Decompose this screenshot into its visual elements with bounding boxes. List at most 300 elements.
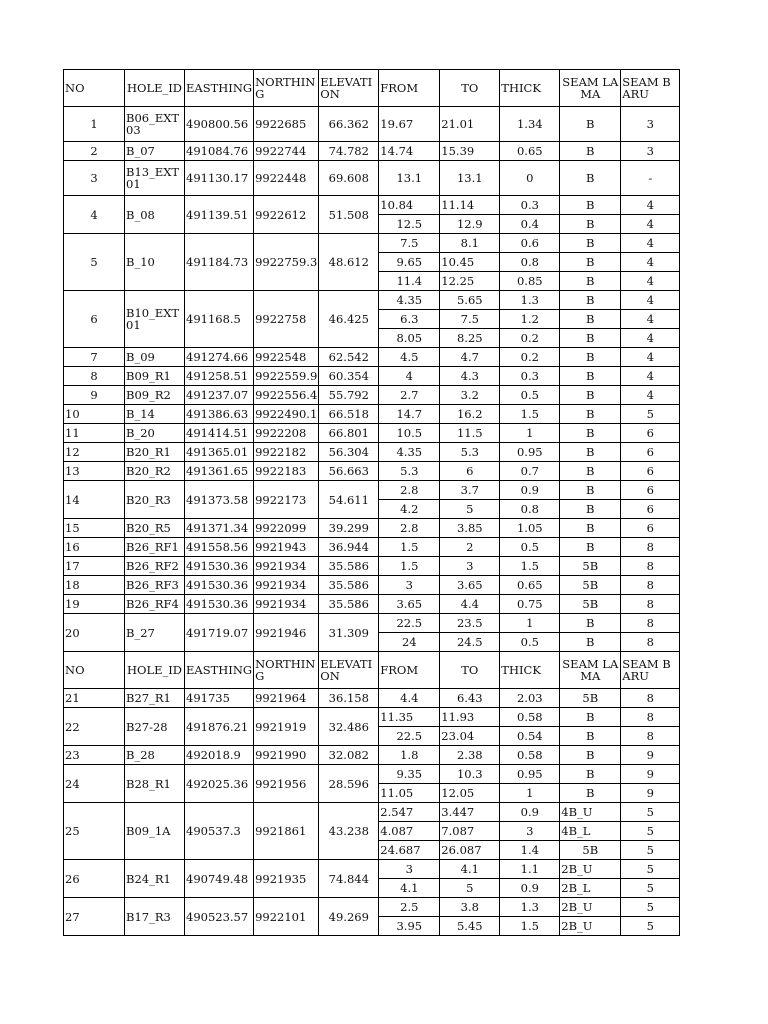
to-depth: 15.39 xyxy=(440,142,500,161)
hole-id: B_28 xyxy=(125,746,185,765)
thickness: 1.2 xyxy=(500,310,560,329)
northing-value: 9921964 xyxy=(254,689,319,708)
elevation-value: 43.238 xyxy=(319,803,379,860)
elevation-value: 51.508 xyxy=(319,196,379,234)
seam-baru: 6 xyxy=(621,443,680,462)
seam-baru: 8 xyxy=(621,727,680,746)
to-depth: 8.25 xyxy=(440,329,500,348)
seam-lama: B xyxy=(560,614,621,633)
seam-baru: 4 xyxy=(621,310,680,329)
from-depth: 2.5 xyxy=(379,898,440,917)
seam-baru: 9 xyxy=(621,784,680,803)
to-depth: 5 xyxy=(440,879,500,898)
easting-value: 490800.56 xyxy=(185,107,254,142)
thickness: 0.95 xyxy=(500,443,560,462)
from-depth: 9.65 xyxy=(379,253,440,272)
table-row xyxy=(64,519,680,538)
northing-value: 9922490.1 xyxy=(254,405,319,424)
to-depth: 24.5 xyxy=(440,633,500,652)
table-body xyxy=(64,70,680,936)
seam-baru: 4 xyxy=(621,272,680,291)
thickness: 1.1 xyxy=(500,860,560,879)
easting-value: 491530.36 xyxy=(185,576,254,595)
hole-id: B27-28 xyxy=(125,708,185,746)
seam-lama: B xyxy=(560,708,621,727)
seam-lama: 2B_U xyxy=(560,898,621,917)
table-row xyxy=(64,595,680,614)
to-depth: 12.9 xyxy=(440,215,500,234)
hole-id: B26_RF1 xyxy=(125,538,185,557)
to-depth: 2 xyxy=(440,538,500,557)
to-depth: 3 xyxy=(440,557,500,576)
thickness: 0.8 xyxy=(500,253,560,272)
elevation-value: 55.792 xyxy=(319,386,379,405)
to-depth: 11.93 xyxy=(440,708,500,727)
from-depth: 11.05 xyxy=(379,784,440,803)
thickness: 0.6 xyxy=(500,234,560,253)
table-row xyxy=(64,803,680,822)
seam-baru: 4 xyxy=(621,215,680,234)
seam-baru: 4 xyxy=(621,367,680,386)
northing-value: 9922099 xyxy=(254,519,319,538)
seam-baru: 5 xyxy=(621,860,680,879)
hole-number: 8 xyxy=(64,367,125,386)
table-row xyxy=(64,443,680,462)
northing-value: 9921990 xyxy=(254,746,319,765)
northing-value: 9921943 xyxy=(254,538,319,557)
thickness: 1.3 xyxy=(500,291,560,310)
easting-value: 491365.01 xyxy=(185,443,254,462)
seam-baru: 9 xyxy=(621,746,680,765)
seam-lama: B xyxy=(560,424,621,443)
to-depth: 3.8 xyxy=(440,898,500,917)
elevation-value: 62.542 xyxy=(319,348,379,367)
hole-number: 10 xyxy=(64,405,125,424)
seam-lama: B xyxy=(560,538,621,557)
from-depth: 22.5 xyxy=(379,727,440,746)
thickness: 0.4 xyxy=(500,215,560,234)
easting-value: 491735 xyxy=(185,689,254,708)
to-depth: 5.45 xyxy=(440,917,500,936)
hole-id: B_14 xyxy=(125,405,185,424)
from-depth: 6.3 xyxy=(379,310,440,329)
from-depth: 5.3 xyxy=(379,462,440,481)
seam-lama: 2B_U xyxy=(560,917,621,936)
elevation-value: 28.596 xyxy=(319,765,379,803)
thickness: 1.34 xyxy=(500,107,560,142)
easting-value: 491139.51 xyxy=(185,196,254,234)
seam-lama: B xyxy=(560,633,621,652)
northing-value: 9922556.4 xyxy=(254,386,319,405)
hole-id: B_08 xyxy=(125,196,185,234)
northing-value: 9921934 xyxy=(254,595,319,614)
easting-value: 490537.3 xyxy=(185,803,254,860)
seam-baru: 8 xyxy=(621,557,680,576)
hole-id: B24_R1 xyxy=(125,860,185,898)
hole-number: 26 xyxy=(64,860,125,898)
from-depth: 2.8 xyxy=(379,481,440,500)
northing-value: 9922559.9 xyxy=(254,367,319,386)
to-depth: 23.04 xyxy=(440,727,500,746)
from-depth: 1.5 xyxy=(379,538,440,557)
thickness: 1.5 xyxy=(500,405,560,424)
from-depth: 11.4 xyxy=(379,272,440,291)
header-seam-lama: SEAM LAMA xyxy=(560,652,621,689)
easting-value: 491371.34 xyxy=(185,519,254,538)
seam-baru: 8 xyxy=(621,538,680,557)
seam-baru: 8 xyxy=(621,576,680,595)
thickness: 0.3 xyxy=(500,196,560,215)
northing-value: 9921919 xyxy=(254,708,319,746)
easting-value: 491361.65 xyxy=(185,462,254,481)
northing-value: 9921934 xyxy=(254,557,319,576)
seam-baru: 5 xyxy=(621,803,680,822)
to-depth: 4.3 xyxy=(440,367,500,386)
header-thick: THICK xyxy=(500,70,560,107)
northing-value: 9922208 xyxy=(254,424,319,443)
table-row xyxy=(64,367,680,386)
seam-lama: B xyxy=(560,310,621,329)
hole-id: B26_RF4 xyxy=(125,595,185,614)
seam-lama: 2B_L xyxy=(560,879,621,898)
header-from: FROM xyxy=(379,652,440,689)
table-row xyxy=(64,481,680,500)
from-depth: 3 xyxy=(379,860,440,879)
header-seam-baru: SEAM BARU xyxy=(621,652,680,689)
table-row xyxy=(64,348,680,367)
easting-value: 491373.58 xyxy=(185,481,254,519)
from-depth: 24 xyxy=(379,633,440,652)
hole-id: B20_R3 xyxy=(125,481,185,519)
hole-number: 13 xyxy=(64,462,125,481)
to-depth: 21.01 xyxy=(440,107,500,142)
elevation-value: 69.608 xyxy=(319,161,379,196)
seam-lama: 5B xyxy=(560,841,621,860)
to-depth: 4.1 xyxy=(440,860,500,879)
elevation-value: 46.425 xyxy=(319,291,379,348)
thickness: 0.58 xyxy=(500,746,560,765)
seam-lama: B xyxy=(560,405,621,424)
from-depth: 12.5 xyxy=(379,215,440,234)
seam-lama: B xyxy=(560,291,621,310)
seam-baru: 5 xyxy=(621,841,680,860)
thickness: 0.58 xyxy=(500,708,560,727)
seam-baru: 6 xyxy=(621,462,680,481)
thickness: 0.8 xyxy=(500,500,560,519)
thickness: 0.2 xyxy=(500,329,560,348)
header-seam-lama: SEAM LAMA xyxy=(560,70,621,107)
thickness: 0.85 xyxy=(500,272,560,291)
seam-baru: 8 xyxy=(621,689,680,708)
seam-baru: 3 xyxy=(621,107,680,142)
seam-baru: 8 xyxy=(621,595,680,614)
header-from: FROM xyxy=(379,70,440,107)
thickness: 0.3 xyxy=(500,367,560,386)
northing-value: 9921861 xyxy=(254,803,319,860)
table-row xyxy=(64,234,680,253)
easting-value: 491386.63 xyxy=(185,405,254,424)
thickness: 1.5 xyxy=(500,557,560,576)
seam-lama: B xyxy=(560,462,621,481)
seam-lama: 5B xyxy=(560,557,621,576)
hole-id: B28_R1 xyxy=(125,765,185,803)
elevation-value: 54.611 xyxy=(319,481,379,519)
seam-lama: B xyxy=(560,234,621,253)
hole-number: 15 xyxy=(64,519,125,538)
northing-value: 9921935 xyxy=(254,860,319,898)
seam-lama: B xyxy=(560,253,621,272)
seam-lama: B xyxy=(560,784,621,803)
hole-id: B_20 xyxy=(125,424,185,443)
seam-lama: B xyxy=(560,215,621,234)
hole-number: 1 xyxy=(64,107,125,142)
seam-baru: 4 xyxy=(621,234,680,253)
easting-value: 491558.56 xyxy=(185,538,254,557)
from-depth: 10.5 xyxy=(379,424,440,443)
from-depth: 19.67 xyxy=(379,107,440,142)
easting-value: 490749.48 xyxy=(185,860,254,898)
seam-baru: 4 xyxy=(621,386,680,405)
from-depth: 10.84 xyxy=(379,196,440,215)
table-row xyxy=(64,142,680,161)
seam-baru: 4 xyxy=(621,329,680,348)
hole-id: B_09 xyxy=(125,348,185,367)
table-row xyxy=(64,576,680,595)
seam-lama: B xyxy=(560,329,621,348)
to-depth: 11.5 xyxy=(440,424,500,443)
from-depth: 4.5 xyxy=(379,348,440,367)
seam-lama: B xyxy=(560,367,621,386)
to-depth: 3.447 xyxy=(440,803,500,822)
thickness: 0.9 xyxy=(500,803,560,822)
seam-baru: 4 xyxy=(621,348,680,367)
table-row xyxy=(64,898,680,917)
header-northing: NORTHING xyxy=(254,652,319,689)
hole-id: B20_R1 xyxy=(125,443,185,462)
to-depth: 26.087 xyxy=(440,841,500,860)
thickness: 0.9 xyxy=(500,879,560,898)
to-depth: 7.5 xyxy=(440,310,500,329)
from-depth: 8.05 xyxy=(379,329,440,348)
header-hole-id: HOLE_ID xyxy=(125,70,185,107)
hole-number: 25 xyxy=(64,803,125,860)
northing-value: 9921946 xyxy=(254,614,319,652)
table-row xyxy=(64,765,680,784)
northing-value: 9922744 xyxy=(254,142,319,161)
to-depth: 4.4 xyxy=(440,595,500,614)
easting-value: 491084.76 xyxy=(185,142,254,161)
to-depth: 13.1 xyxy=(440,161,500,196)
header-hole-id: HOLE_ID xyxy=(125,652,185,689)
header-northing: NORTHING xyxy=(254,70,319,107)
seam-baru: 4 xyxy=(621,291,680,310)
to-depth: 6 xyxy=(440,462,500,481)
to-depth: 3.7 xyxy=(440,481,500,500)
elevation-value: 66.362 xyxy=(319,107,379,142)
thickness: 1.05 xyxy=(500,519,560,538)
hole-id: B27_R1 xyxy=(125,689,185,708)
from-depth: 1.5 xyxy=(379,557,440,576)
hole-number: 20 xyxy=(64,614,125,652)
hole-id: B09_R1 xyxy=(125,367,185,386)
table-row xyxy=(64,107,680,142)
table-row xyxy=(64,557,680,576)
from-depth: 3.95 xyxy=(379,917,440,936)
elevation-value: 32.486 xyxy=(319,708,379,746)
table-row xyxy=(64,161,680,196)
thickness: 0.9 xyxy=(500,481,560,500)
from-depth: 1.8 xyxy=(379,746,440,765)
elevation-value: 32.082 xyxy=(319,746,379,765)
from-depth: 4.35 xyxy=(379,443,440,462)
from-depth: 4.087 xyxy=(379,822,440,841)
seam-baru: 6 xyxy=(621,481,680,500)
hole-number: 14 xyxy=(64,481,125,519)
seam-lama: B xyxy=(560,765,621,784)
seam-lama: B xyxy=(560,519,621,538)
northing-value: 9922548 xyxy=(254,348,319,367)
hole-number: 21 xyxy=(64,689,125,708)
hole-number: 11 xyxy=(64,424,125,443)
header-seam-baru: SEAM BARU xyxy=(621,70,680,107)
to-depth: 6.43 xyxy=(440,689,500,708)
seam-lama: B xyxy=(560,727,621,746)
thickness: 0.5 xyxy=(500,538,560,557)
northing-value: 9922101 xyxy=(254,898,319,936)
hole-number: 18 xyxy=(64,576,125,595)
northing-value: 9922758 xyxy=(254,291,319,348)
to-depth: 8.1 xyxy=(440,234,500,253)
to-depth: 5.65 xyxy=(440,291,500,310)
from-depth: 24.687 xyxy=(379,841,440,860)
to-depth: 2.38 xyxy=(440,746,500,765)
seam-lama: 4B_U xyxy=(560,803,621,822)
table-row xyxy=(64,462,680,481)
seam-baru: - xyxy=(621,161,680,196)
from-depth: 4.35 xyxy=(379,291,440,310)
thickness: 0.65 xyxy=(500,576,560,595)
thickness: 0.65 xyxy=(500,142,560,161)
seam-lama: B xyxy=(560,746,621,765)
seam-lama: B xyxy=(560,196,621,215)
from-depth: 14.74 xyxy=(379,142,440,161)
thickness: 2.03 xyxy=(500,689,560,708)
elevation-value: 66.801 xyxy=(319,424,379,443)
to-depth: 5.3 xyxy=(440,443,500,462)
hole-number: 24 xyxy=(64,765,125,803)
seam-lama: B xyxy=(560,443,621,462)
northing-value: 9922183 xyxy=(254,462,319,481)
northing-value: 9922448 xyxy=(254,161,319,196)
hole-id: B26_RF3 xyxy=(125,576,185,595)
northing-value: 9922173 xyxy=(254,481,319,519)
hole-id: B10_EXT01 xyxy=(125,291,185,348)
to-depth: 3.2 xyxy=(440,386,500,405)
from-depth: 14.7 xyxy=(379,405,440,424)
seam-lama: B xyxy=(560,500,621,519)
hole-number: 27 xyxy=(64,898,125,936)
seam-baru: 5 xyxy=(621,898,680,917)
northing-value: 9922685 xyxy=(254,107,319,142)
elevation-value: 35.586 xyxy=(319,576,379,595)
from-depth: 13.1 xyxy=(379,161,440,196)
seam-lama: 5B xyxy=(560,689,621,708)
table-row xyxy=(64,708,680,727)
thickness: 0.7 xyxy=(500,462,560,481)
from-depth: 7.5 xyxy=(379,234,440,253)
easting-value: 491530.36 xyxy=(185,595,254,614)
to-depth: 10.45 xyxy=(440,253,500,272)
thickness: 1 xyxy=(500,784,560,803)
thickness: 1.3 xyxy=(500,898,560,917)
thickness: 0.54 xyxy=(500,727,560,746)
easting-value: 492025.36 xyxy=(185,765,254,803)
to-depth: 23.5 xyxy=(440,614,500,633)
seam-lama: B xyxy=(560,107,621,142)
from-depth: 2.8 xyxy=(379,519,440,538)
hole-id: B09_R2 xyxy=(125,386,185,405)
header-no: NO xyxy=(64,70,125,107)
header-easthing: EASTHING xyxy=(185,70,254,107)
hole-id: B_07 xyxy=(125,142,185,161)
to-depth: 16.2 xyxy=(440,405,500,424)
hole-id: B_10 xyxy=(125,234,185,291)
seam-baru: 8 xyxy=(621,614,680,633)
table-row xyxy=(64,860,680,879)
seam-baru: 4 xyxy=(621,196,680,215)
elevation-value: 35.586 xyxy=(319,557,379,576)
from-depth: 9.35 xyxy=(379,765,440,784)
hole-number: 16 xyxy=(64,538,125,557)
easting-value: 492018.9 xyxy=(185,746,254,765)
table-row xyxy=(64,424,680,443)
from-depth: 4.4 xyxy=(379,689,440,708)
hole-number: 17 xyxy=(64,557,125,576)
from-depth: 2.7 xyxy=(379,386,440,405)
hole-number: 12 xyxy=(64,443,125,462)
to-depth: 7.087 xyxy=(440,822,500,841)
hole-id: B20_R2 xyxy=(125,462,185,481)
easting-value: 491414.51 xyxy=(185,424,254,443)
table-header-row xyxy=(64,652,680,689)
seam-lama: B xyxy=(560,481,621,500)
elevation-value: 36.158 xyxy=(319,689,379,708)
to-depth: 12.25 xyxy=(440,272,500,291)
header-elevation: ELEVATION xyxy=(319,70,379,107)
seam-baru: 9 xyxy=(621,765,680,784)
header-elevation: ELEVATION xyxy=(319,652,379,689)
table-row xyxy=(64,538,680,557)
to-depth: 3.65 xyxy=(440,576,500,595)
header-to: TO xyxy=(440,70,500,107)
thickness: 0 xyxy=(500,161,560,196)
easting-value: 491258.51 xyxy=(185,367,254,386)
seam-baru: 5 xyxy=(621,879,680,898)
easting-value: 491168.5 xyxy=(185,291,254,348)
to-depth: 5 xyxy=(440,500,500,519)
from-depth: 2.547 xyxy=(379,803,440,822)
hole-number: 7 xyxy=(64,348,125,367)
seam-baru: 5 xyxy=(621,405,680,424)
drill-hole-table-sheet xyxy=(63,69,680,936)
from-depth: 4 xyxy=(379,367,440,386)
thickness: 1.5 xyxy=(500,917,560,936)
elevation-value: 60.354 xyxy=(319,367,379,386)
from-depth: 22.5 xyxy=(379,614,440,633)
header-no: NO xyxy=(64,652,125,689)
northing-value: 9921956 xyxy=(254,765,319,803)
thickness: 0.2 xyxy=(500,348,560,367)
